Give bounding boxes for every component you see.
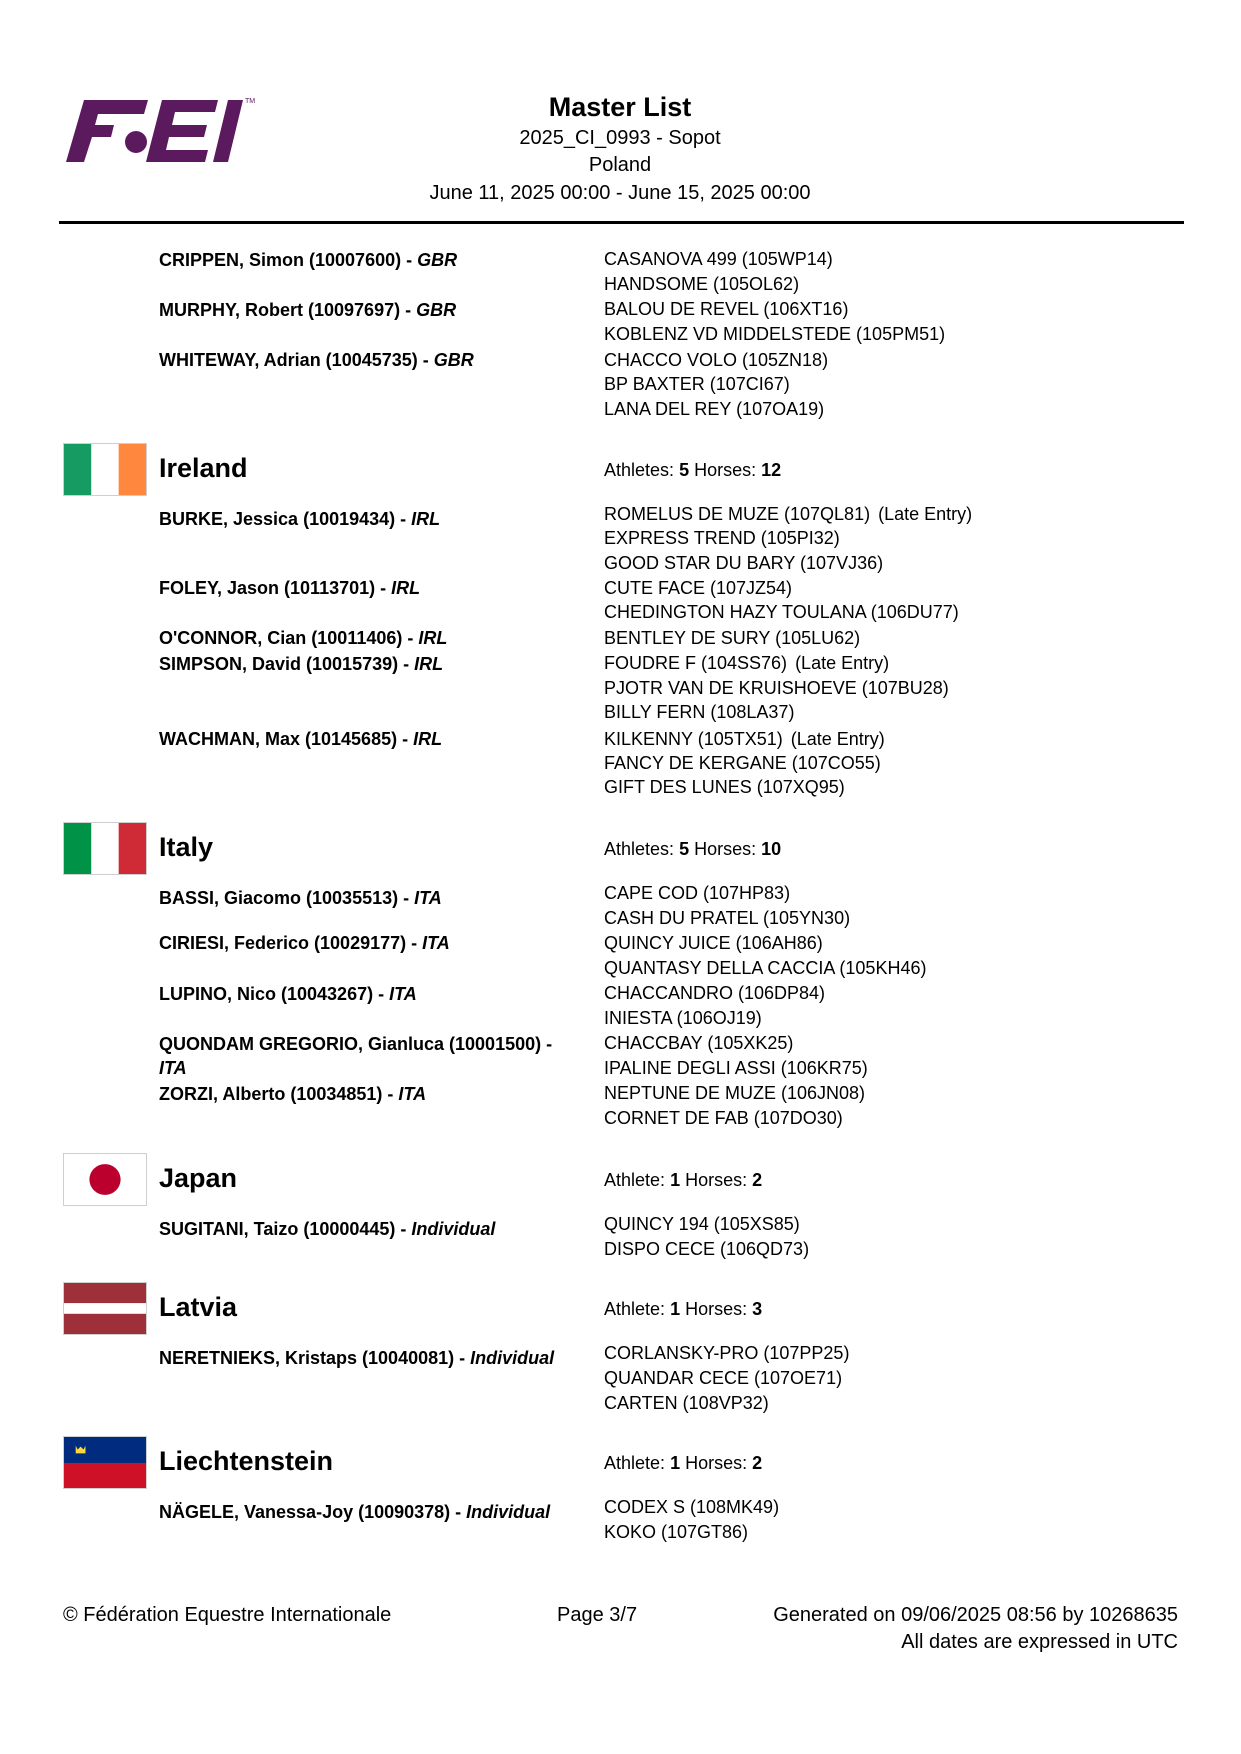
horse-entry: CAPE COD (107HP83) bbox=[604, 883, 791, 903]
horse-entry: IPALINE DEGLI ASSI (106KR75) bbox=[604, 1058, 868, 1078]
horse-entry: BENTLEY DE SURY (105LU62) bbox=[604, 628, 861, 648]
horse-entry: DISPO CECE (106QD73) bbox=[604, 1239, 810, 1259]
horse-entry: CARTEN (108VP32) bbox=[604, 1393, 769, 1413]
horse-entry: INIESTA (106OJ19) bbox=[604, 1008, 762, 1028]
horse-entry: CASH DU PRATEL (105YN30) bbox=[604, 908, 851, 928]
svg-text:TM: TM bbox=[245, 98, 256, 105]
horse-entry: CODEX S (108MK49) bbox=[604, 1497, 780, 1517]
rider-entry: QUONDAM GREGORIO, Gianluca (10001500) - ITA bbox=[159, 1034, 553, 1078]
italy-flag-icon bbox=[63, 822, 147, 875]
horse-entry: CHACCO VOLO (105ZN18) bbox=[604, 350, 829, 370]
rider-entry: SIMPSON, David (10015739) - IRL bbox=[159, 654, 444, 674]
footer-utc-note: All dates are expressed in UTC bbox=[901, 1631, 1178, 1653]
rider-entry: WACHMAN, Max (10145685) - IRL bbox=[159, 729, 443, 749]
horse-entry: KOBLENZ VD MIDDELSTEDE (105PM51) bbox=[604, 324, 946, 344]
rider-entry: O'CONNOR, Cian (10011406) - IRL bbox=[159, 628, 448, 648]
horse-entry: FOUDRE F (104SS76) (Late Entry) bbox=[604, 653, 890, 673]
horse-entry: BALOU DE REVEL (106XT16) bbox=[604, 299, 849, 319]
rider-entry: NÄGELE, Vanessa-Joy (10090378) - Individual bbox=[159, 1502, 551, 1522]
rider-entry: CIRIESI, Federico (10029177) - ITA bbox=[159, 933, 450, 953]
rider-entry: WHITEWAY, Adrian (10045735) - GBR bbox=[159, 350, 474, 370]
horse-entry: CORNET DE FAB (107DO30) bbox=[604, 1108, 843, 1128]
horse-entry: BP BAXTER (107CI67) bbox=[604, 374, 790, 394]
horse-entry: NEPTUNE DE MUZE (106JN08) bbox=[604, 1083, 866, 1103]
header-divider bbox=[59, 221, 1184, 224]
rider-entry: SUGITANI, Taizo (10000445) - Individual bbox=[159, 1219, 496, 1239]
horse-entry: KILKENNY (105TX51) (Late Entry) bbox=[604, 729, 885, 749]
liechtenstein-flag-icon bbox=[63, 1436, 147, 1489]
horse-entry: QUANTASY DELLA CACCIA (105KH46) bbox=[604, 958, 927, 978]
page-title: Master List bbox=[548, 92, 692, 122]
horse-entry: PJOTR VAN DE KRUISHOEVE (107BU28) bbox=[604, 678, 949, 698]
fei-logo bbox=[62, 94, 262, 164]
horse-entry: CUTE FACE (107JZ54) bbox=[604, 578, 793, 598]
nation-name-italy: Italy bbox=[159, 832, 214, 862]
event-country: Poland bbox=[588, 154, 652, 176]
horse-entry: KOKO (107GT86) bbox=[604, 1522, 749, 1542]
horse-entry: LANA DEL REY (107OA19) bbox=[604, 399, 825, 419]
rider-entry: BASSI, Giacomo (10035513) - ITA bbox=[159, 888, 442, 908]
horse-entry: FANCY DE KERGANE (107CO55) bbox=[604, 753, 881, 773]
ireland-flag-icon bbox=[63, 443, 147, 496]
horse-entry: CASANOVA 499 (105WP14) bbox=[604, 249, 833, 269]
event-dates: June 11, 2025 00:00 - June 15, 2025 00:00 bbox=[429, 182, 811, 204]
rider-entry: LUPINO, Nico (10043267) - ITA bbox=[159, 984, 417, 1004]
horse-entry: GIFT DES LUNES (107XQ95) bbox=[604, 777, 845, 797]
rider-entry: BURKE, Jessica (10019434) - IRL bbox=[159, 509, 441, 529]
horse-entry: QUINCY 194 (105XS85) bbox=[604, 1214, 800, 1234]
horse-entry: ROMELUS DE MUZE (107QL81) (Late Entry) bbox=[604, 504, 973, 524]
nation-name-japan: Japan bbox=[159, 1163, 238, 1193]
liechtenstein-counts: Athlete: 1 Horses: 2 bbox=[604, 1453, 763, 1473]
rider-entry: CRIPPEN, Simon (10007600) - GBR bbox=[159, 250, 458, 270]
horse-entry: BILLY FERN (108LA37) bbox=[604, 702, 795, 722]
rider-entry: ZORZI, Alberto (10034851) - ITA bbox=[159, 1084, 427, 1104]
footer-generated: Generated on 09/06/2025 08:56 by 10268635 bbox=[773, 1604, 1178, 1626]
page-number: Page 3/7 bbox=[557, 1604, 638, 1626]
horse-entry: GOOD STAR DU BARY (107VJ36) bbox=[604, 553, 884, 573]
horse-entry: HANDSOME (105OL62) bbox=[604, 274, 800, 294]
latvia-flag-icon bbox=[63, 1282, 147, 1335]
horse-entry: EXPRESS TREND (105PI32) bbox=[604, 528, 840, 548]
nation-name-ireland: Ireland bbox=[159, 453, 248, 483]
event-code: 2025_CI_0993 - Sopot bbox=[519, 127, 721, 149]
rider-entry: MURPHY, Robert (10097697) - GBR bbox=[159, 300, 457, 320]
horse-entry: QUINCY JUICE (106AH86) bbox=[604, 933, 823, 953]
japan-flag-icon bbox=[63, 1153, 147, 1206]
rider-entry: FOLEY, Jason (10113701) - IRL bbox=[159, 578, 421, 598]
japan-counts: Athlete: 1 Horses: 2 bbox=[604, 1170, 763, 1190]
ireland-counts: Athletes: 5 Horses: 12 bbox=[604, 460, 782, 480]
latvia-counts: Athlete: 1 Horses: 3 bbox=[604, 1299, 763, 1319]
horse-entry: CORLANSKY-PRO (107PP25) bbox=[604, 1343, 850, 1363]
rider-entry: NERETNIEKS, Kristaps (10040081) - Individual bbox=[159, 1348, 555, 1368]
horse-entry: CHACCANDRO (106DP84) bbox=[604, 983, 826, 1003]
horse-entry: QUANDAR CECE (107OE71) bbox=[604, 1368, 843, 1388]
horse-entry: CHEDINGTON HAZY TOULANA (106DU77) bbox=[604, 602, 959, 622]
italy-counts: Athletes: 5 Horses: 10 bbox=[604, 839, 782, 859]
footer-copyright: © Fédération Equestre Internationale bbox=[63, 1604, 392, 1626]
nation-name-latvia: Latvia bbox=[159, 1292, 238, 1322]
horse-entry: CHACCBAY (105XK25) bbox=[604, 1033, 794, 1053]
nation-name-liechtenstein: Liechtenstein bbox=[159, 1446, 334, 1476]
